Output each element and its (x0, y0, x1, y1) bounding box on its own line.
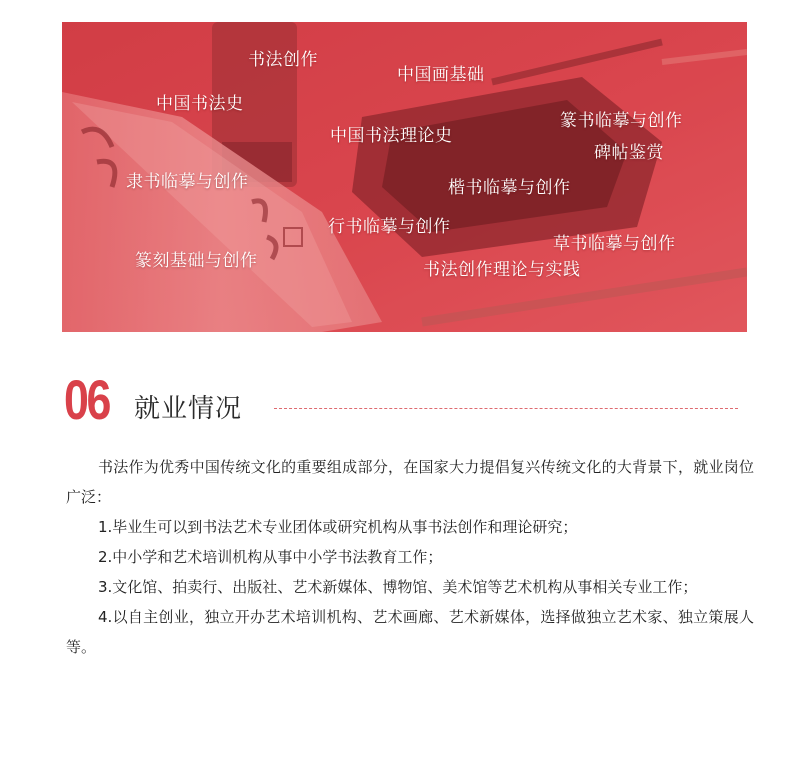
employment-description (66, 452, 754, 662)
dashed-divider (274, 408, 738, 409)
course-tag: 书法创作理论与实践 (423, 260, 581, 280)
course-tag: 楷书临摹与创作 (448, 178, 571, 198)
intro-paragraph: 书法作为优秀中国传统文化的重要组成部分，在国家大力提倡复兴传统文化的大背景下，就业岗位广泛： (66, 458, 754, 506)
section-number: 06 (64, 368, 110, 431)
course-tag: 篆刻基础与创作 (135, 251, 258, 271)
section-heading (64, 368, 744, 431)
list-item: 4.以自主创业，独立开办艺术培训机构、艺术画廊、艺术新媒体，选择做独立艺术家、独立策展人等。 (66, 608, 754, 656)
list-item: 2.中小学和艺术培训机构从事中小学书法教育工作； (98, 548, 443, 566)
course-tag: 草书临摹与创作 (553, 234, 676, 254)
course-tag: 书法创作 (248, 50, 318, 70)
list-item: 3.文化馆、拍卖行、出版社、艺术新媒体、博物馆、美术馆等艺术机构从事相关专业工作； (98, 578, 698, 596)
course-tag: 中国画基础 (397, 65, 485, 85)
course-tag: 中国书法理论史 (330, 126, 453, 146)
course-tag: 中国书法史 (156, 94, 244, 114)
course-tag: 篆书临摹与创作 (560, 111, 683, 131)
section-title: 就业情况 (134, 394, 243, 424)
list-item: 1.毕业生可以到书法艺术专业团体或研究机构从事书法创作和理论研究； (98, 518, 578, 536)
course-tag: 碑帖鉴赏 (594, 143, 664, 163)
course-tag: 隶书临摹与创作 (126, 172, 249, 192)
course-tag: 行书临摹与创作 (328, 217, 451, 237)
course-banner (62, 22, 747, 332)
